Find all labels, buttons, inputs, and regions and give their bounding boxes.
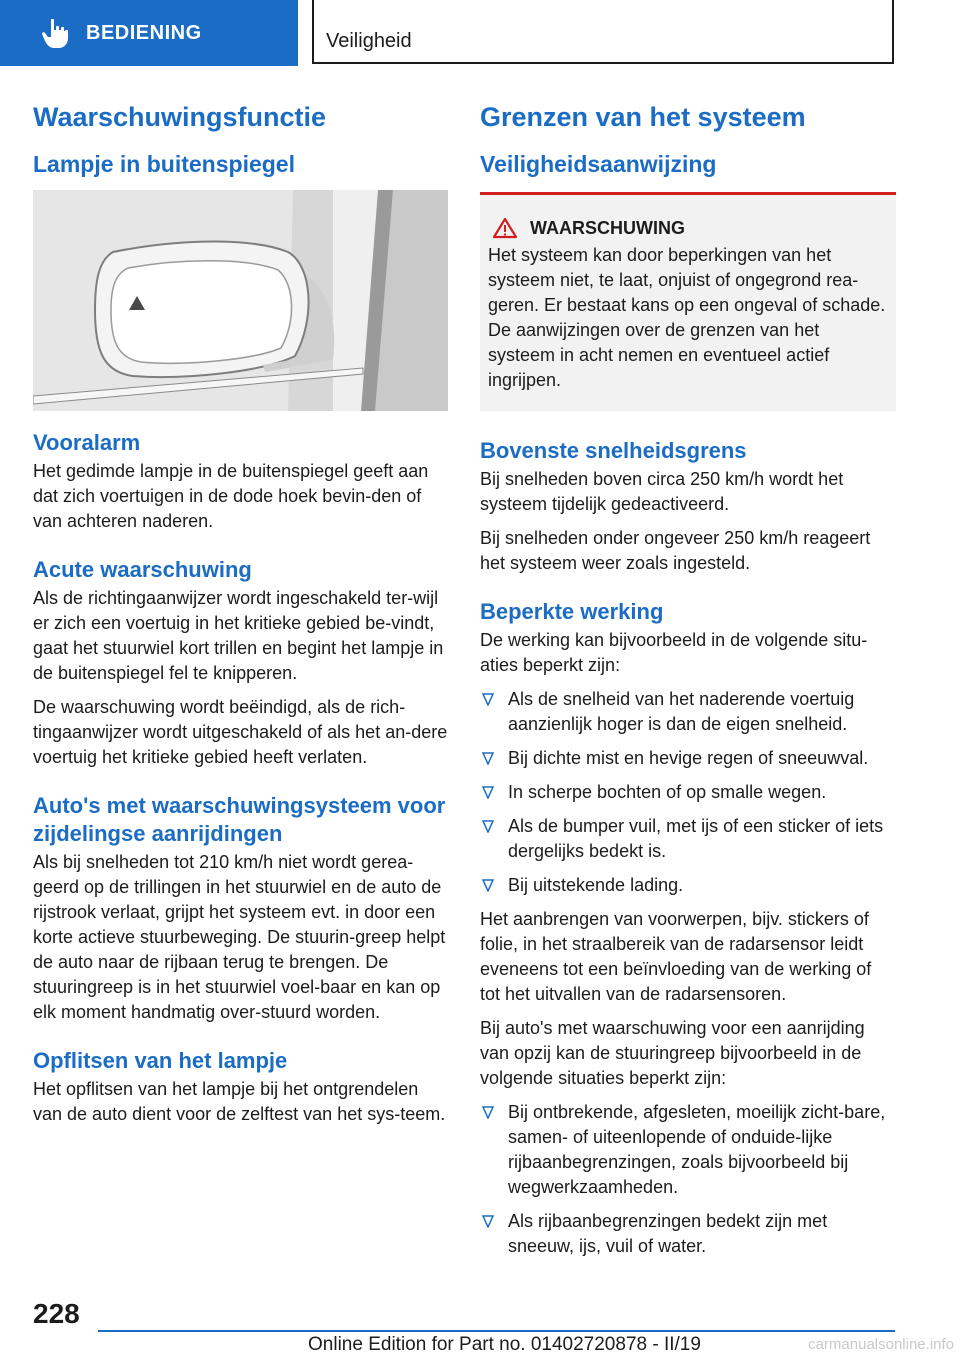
bullet-triangle-icon (482, 1215, 494, 1228)
paragraph: De waarschuwing wordt beëindigd, als de rich-tingaanwijzer wordt uitgeschakeld of als het an-dere voertuig het kritieke gebied heeft verlaten. (33, 697, 448, 767)
paragraph: Het gedimde lampje in de buitenspiegel geeft aan dat zich voertuigen in de dode hoek bevin-den of van achteren naderen. (33, 461, 429, 531)
right-subheading: Veiligheidsaanwijzing (480, 151, 717, 177)
paragraph: Als de richtingaanwijzer wordt ingeschakeld ter-wijl er zich een voertuig in het kritieke gebied be-vindt, gaat het stuurwiel kort trillen en begint het lampje in de buitenspiegel fel te knipperen. (33, 588, 444, 683)
left-subheading: Lampje in buitenspiegel (33, 151, 295, 177)
paragraph: Bij snelheden onder ongeveer 250 km/h reageert het systeem weer zoals ingesteld. (480, 528, 871, 573)
bullet-triangle-icon (482, 693, 494, 706)
section-title-limited-function: Beperkte werking (480, 599, 664, 624)
warning-triangle-icon (492, 217, 518, 239)
warning-box (480, 192, 896, 411)
list-item: Als de snelheid van het naderende voertuig aanzienlijk hoger is dan de eigen snelheid. (480, 687, 896, 737)
paragraph: Bij snelheden boven circa 250 km/h wordt het systeem tijdelijk gedeactiveerd. (480, 469, 844, 514)
edition-text: Online Edition for Part no. 01402720878 - II/19 (308, 1334, 701, 1355)
paragraph: Bij auto's met waarschuwing voor een aanrijding van opzij kan de stuuringreep bijvoorbeeld in de volgende situaties beperkt zijn: (480, 1018, 865, 1088)
list-item: In scherpe bochten of op smalle wegen. (480, 780, 896, 805)
hand-pointer-icon (42, 18, 68, 48)
paragraph: De werking kan bijvoorbeeld in de volgende situ-aties beperkt zijn: (480, 630, 868, 675)
section-title-acute: Acute waarschuwing (33, 557, 252, 582)
list-item: Als de bumper vuil, met ijs of een sticker of iets dergelijks bedekt is. (480, 814, 896, 864)
paragraph: Het aanbrengen van voorwerpen, bijv. stickers of folie, in het straalbereik van de radarsensor leidt eveneens tot een beïnvloeding van de werking of tot het uitvallen van de radarsensoren. (480, 909, 872, 1004)
page-number: 228 (33, 1298, 80, 1329)
list-item: Bij dichte mist en hevige regen of sneeuwval. (480, 746, 896, 771)
mirror-illustration (33, 190, 448, 411)
paragraph: Als bij snelheden tot 210 km/h niet wordt gerea-geerd op de trillingen in het stuurwiel en de auto de rijstrook verlaat, grijpt het systeem evt. in door een korte actieve stuurbeweging. De stuurin-greep helpt de auto naar de rijbaan terug te brengen. De stuuringreep is in het stuurwiel voel-baar en kan op elk moment handmatig over-stuurd worden. (33, 852, 446, 1022)
right-column (480, 100, 896, 1268)
section-header (312, 0, 894, 64)
section-title-side-collision: Auto's met waarschuwingsysteem voor zijdelingse aanrijdingen (33, 793, 446, 846)
chapter-label: BEDIENING (86, 21, 202, 44)
list-item: Bij uitstekende lading. (480, 873, 896, 898)
paragraph: Het opflitsen van het lampje bij het ontgrendelen van de auto dient voor de zelftest van het sys-teem. (33, 1079, 446, 1124)
bullet-list-2 (480, 1100, 896, 1259)
watermark: carmanualsonline.info (808, 1336, 954, 1353)
section-title-opflitsen: Opflitsen van het lampje (33, 1048, 288, 1073)
section-label: Veiligheid (326, 30, 412, 52)
bullet-triangle-icon (482, 752, 494, 765)
bullet-triangle-icon (482, 879, 494, 892)
bullet-triangle-icon (482, 1106, 494, 1119)
list-item: Als rijbaanbegrenzingen bedekt zijn met sneeuw, ijs, vuil of water. (480, 1209, 896, 1259)
warning-text: Het systeem kan door beperkingen van het systeem niet, te laat, onjuist of ongegrond rea-geren. Er bestaat kans op een ongeval of schade. De aanwijzingen over de grenzen van het systeem in acht nemen en eventueel actief ingrijpen. (488, 245, 886, 390)
bullet-triangle-icon (482, 820, 494, 833)
warning-title: WAARSCHUWING (530, 217, 685, 238)
list-item: Bij ontbrekende, afgesleten, moeilijk zicht-bare, samen- of uiteenlopende of onduide-lijke rijbaanbegrenzingen, zoals bijvoorbeeld bij wegwerkzaamheden. (480, 1100, 896, 1200)
bullet-triangle-icon (482, 786, 494, 799)
footer-divider (98, 1330, 895, 1332)
left-column (33, 100, 448, 1136)
section-title-vooralarm: Vooralarm (33, 430, 141, 455)
right-heading: Grenzen van het systeem (480, 102, 806, 132)
chapter-tab[interactable] (0, 0, 298, 66)
bullet-list-1 (480, 687, 896, 898)
left-heading: Waarschuwingsfunctie (33, 102, 327, 132)
warning-header (488, 217, 888, 239)
section-title-speed-limit: Bovenste snelheidsgrens (480, 438, 747, 463)
